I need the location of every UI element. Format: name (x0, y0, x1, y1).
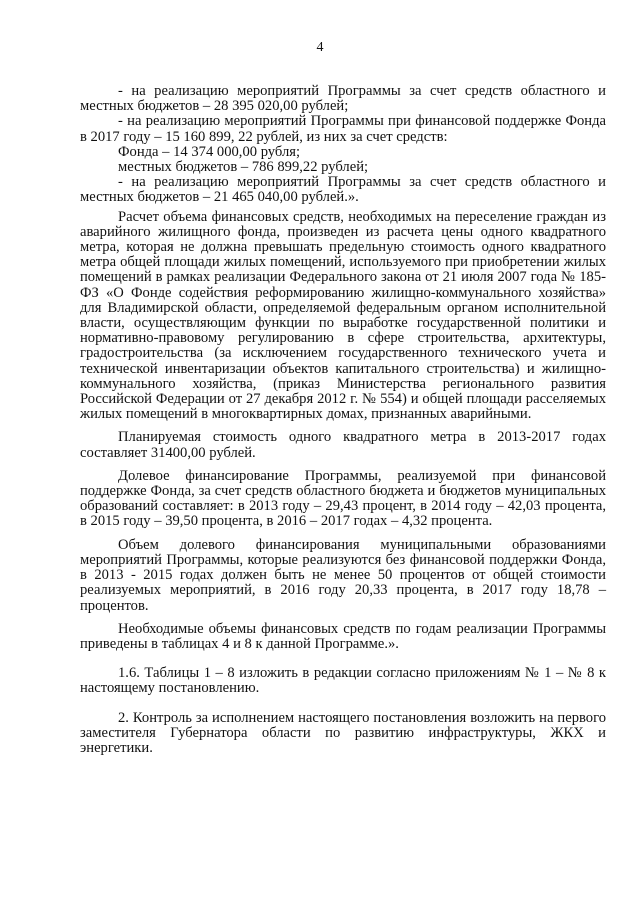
paragraph-shared-financing: Долевое финансирование Программы, реализуемой при финансовой поддержке Фонда, за счет средств областного бюджета и бюджетов муниципальных образований составляет: в 2013 году – 29,43 процент, в 2014 году – 42,03 процента, в 2015 году – 39,50 процента, в 2016 – 2017 годах – 4,32 процента. (80, 467, 606, 530)
page-number: 4 (316, 40, 324, 55)
paragraph-control: 2. Контроль за исполнением настоящего постановления возложить на первого заместителя Губернатора области по развитию инфраструктуры, ЖКХ и энергетики. (80, 709, 606, 756)
paragraph-cost-per-meter: Планируемая стоимость одного квадратного метра в 2013-2017 годах составляет 31400,00 рублей. (80, 429, 606, 461)
document-body (80, 84, 606, 756)
paragraph-budget-local-2: - на реализацию мероприятий Программы за счет средств областного и местных бюджетов – 21 465 040,00 рублей.». (80, 174, 606, 206)
paragraph-budget-local-1: - на реализацию мероприятий Программы за счет средств областного и местных бюджетов – 28 395 020,00 рублей; (80, 83, 606, 115)
paragraph-fund-amount: Фонда – 14 374 000,00 рубля; (118, 143, 301, 160)
paragraph-calculation: Расчет объема финансовых средств, необходимых на переселение граждан из аварийного жилищного фонда, произведен из расчета цены одного квадратного метра, которая не должна превышать предельную стоимость одного квадратного метра общей площади жилых помещений, используемого при приобретении жилых помещений в рамках реализации Федерального закона от 21 июля 2007 года № 185-ФЗ «О Фонде содействия реформированию жилищно-коммунального хозяйства» для Владимирской области, определяемой федеральным органом исполнительной власти, осуществляющим функции по выработке государственной политики и нормативно-правовому регулированию в сфере строительства, архитектуры, градостроительства (за исключением государственного технического учета и технической инвентаризации объектов капитального строительства) и жилищно-коммунального хозяйства, (приказ Министерства регионального развития Российской Федерации от 27 декабря 2012 г. № 554) и общей площади расселяемых жилых помещений в многоквартирных домах, признанных аварийными. (80, 208, 606, 423)
paragraph-municipal-financing: Объем долевого финансирования муниципальными образованиями мероприятий Программы, которые реализуются без финансовой поддержки Фонда, в 2013 - 2015 годах должен быть не менее 50 процентов от общей стоимости реализуемых мероприятий, в 2016 году 20,33 процента, в 2017 году 18,78 – процентов. (80, 536, 606, 614)
paragraph-budget-fund-2017: - на реализацию мероприятий Программы при финансовой поддержке Фонда в 2017 году – 15 160 899, 22 рублей, из них за счет средств: (80, 113, 606, 145)
paragraph-required-volumes: Необходимые объемы финансовых средств по годам реализации Программы приведены в таблицах 4 и 8 к данной Программе.». (80, 620, 606, 652)
paragraph-local-amount: местных бюджетов – 786 899,22 рублей; (118, 159, 369, 176)
paragraph-tables-amendment: 1.6. Таблицы 1 – 8 изложить в редакции согласно приложениям № 1 – № 8 к настоящему постановлению. (80, 665, 606, 697)
